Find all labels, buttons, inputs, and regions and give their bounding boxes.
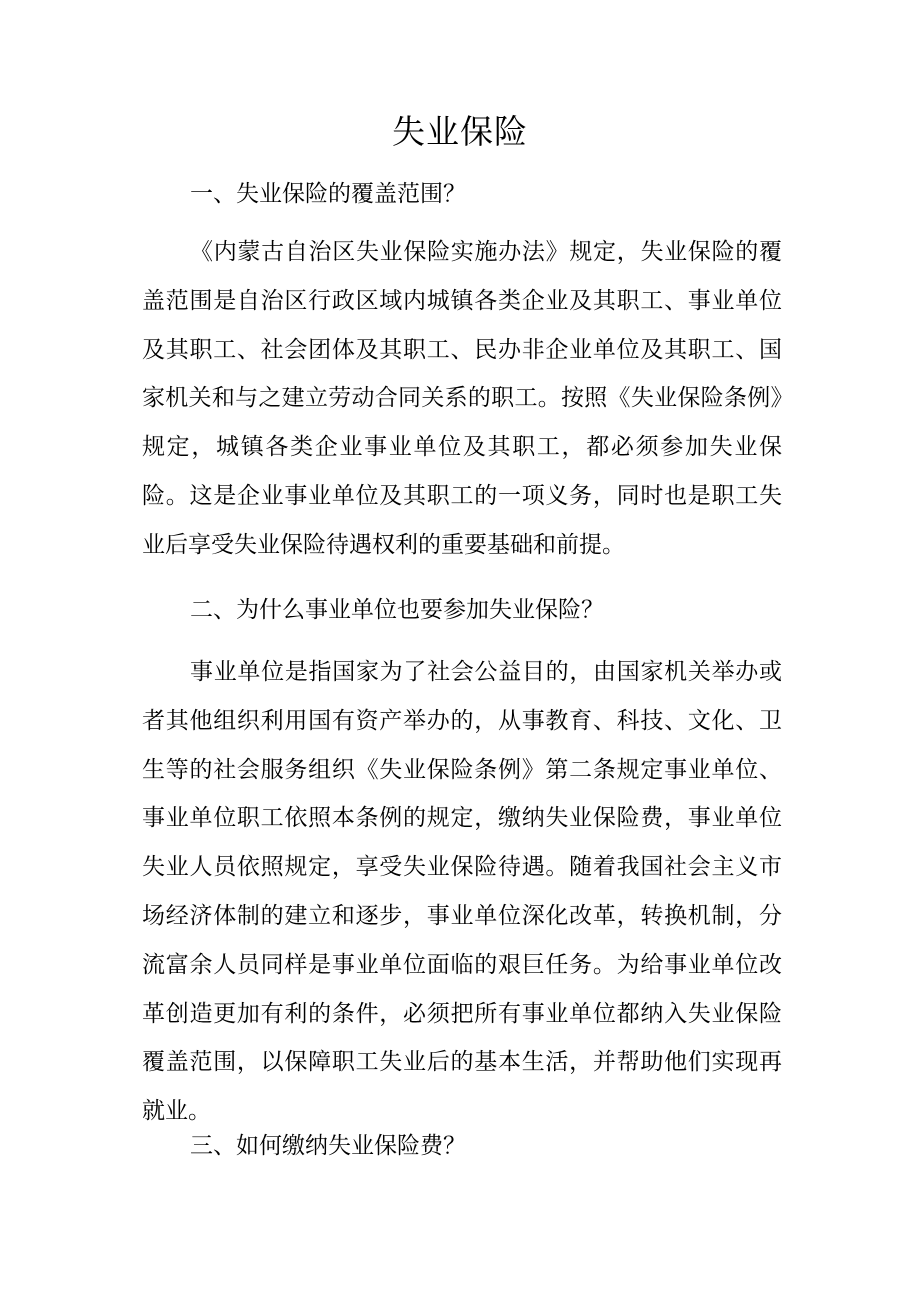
document-title: 失业保险 <box>392 112 528 151</box>
section-3-heading: 三、如何缴纳失业保险费？ <box>190 1133 466 1159</box>
section-1-heading: 一、失业保险的覆盖范围？ <box>190 181 466 207</box>
section-1-body: 《内蒙古自治区失业保险实施办法》规定，失业保险的覆盖范围是自治区行政区域内城镇各类企业及其职工、事业单位及其职工、社会团体及其职工、民办非企业单位及其职工、国家机关和与之建立劳动合同关系的职工。按照《失业保险条例》规定，城镇各类企业事业单位及其职工，都必须参加失业保险。这是企业事业单位及其职工的一项义务，同时也是职工失业后享受失业保险待遇权利的重要基础和前提。 <box>142 239 782 558</box>
section-2-heading: 二、为什么事业单位也要参加失业保险？ <box>190 597 604 623</box>
section-2-body: 事业单位是指国家为了社会公益目的，由国家机关举办或者其他组织利用国有资产举办的，从事教育、科技、文化、卫生等的社会服务组织《失业保险条例》第二条规定事业单位、事业单位职工依照本条例的规定，缴纳失业保险费，事业单位失业人员依照规定，享受失业保险待遇。随着我国社会主义市场经济体制的建立和逐步，事业单位深化改革，转换机制，分流富余人员同样是事业单位面临的艰巨任务。为给事业单位改革创造更加有利的条件，必须把所有事业单位都纳入失业保险覆盖范围，以保障职工失业后的基本生活，并帮助他们实现再就业。 <box>142 659 782 1125</box>
